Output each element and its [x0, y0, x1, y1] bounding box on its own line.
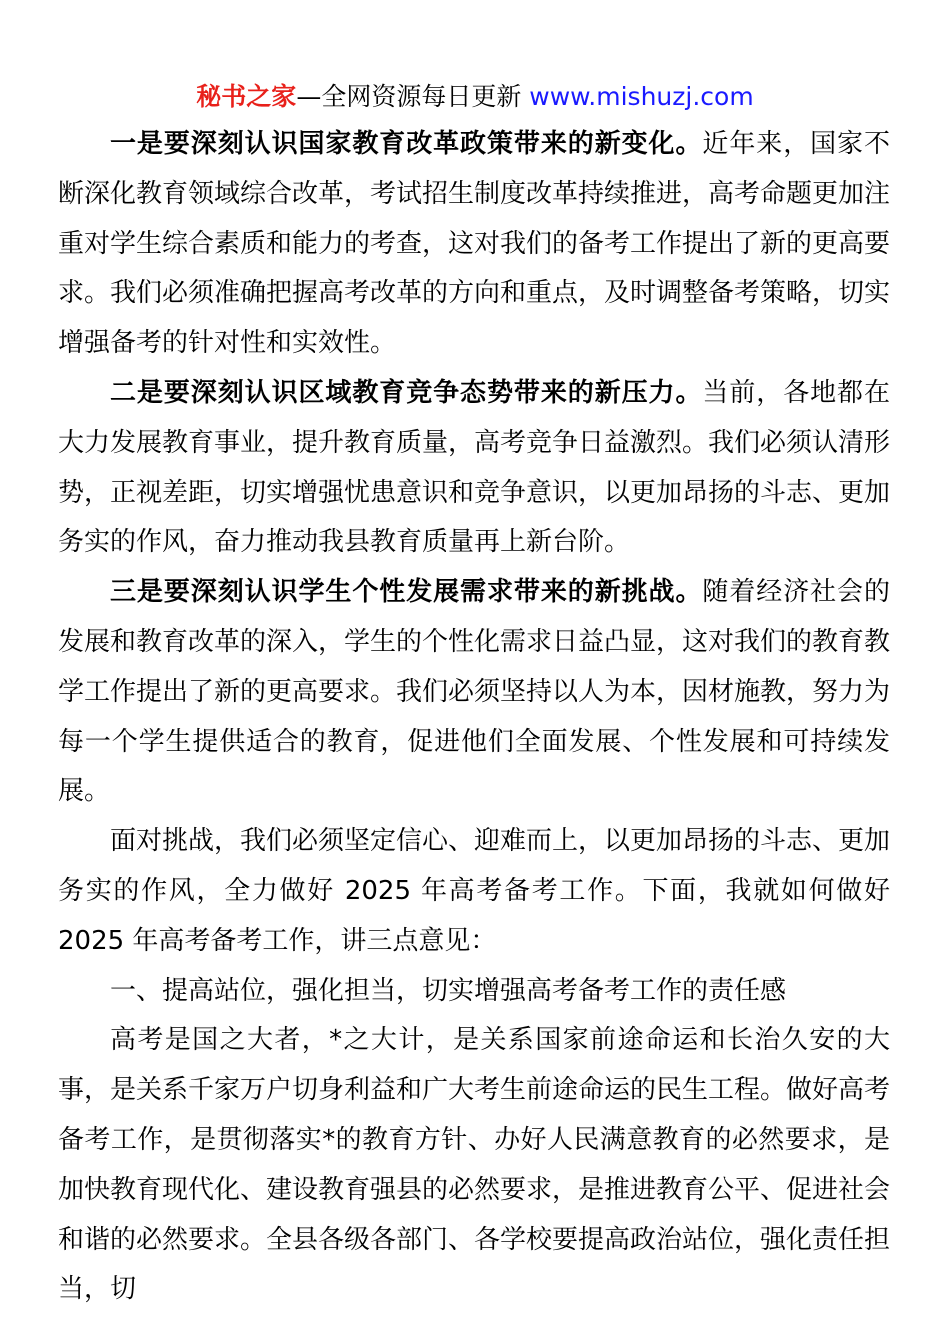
paragraph-lead: 三是要深刻认识学生个性发展需求带来的新挑战。: [110, 577, 703, 608]
paragraph-point-2: [58, 369, 890, 568]
paragraph-text: 随着经济社会的发展和教育改革的深入，学生的个性化需求日益凸显，这对我们的教育教学工作提出了新的更高要求。我们必须坚持以人为本，因材施教，努力为每一个学生提供适合的教育，促进他们全面发展、个性发展和可持续发展。: [58, 577, 891, 807]
paragraph-text: 面对挑战，我们必须坚定信心、迎难而上，以更加昂扬的斗志、更加务实的作风，全力做好 2025 年高考备考工作。下面，我就如何做好 2025 年高考备考工作，讲三点意见：: [58, 826, 891, 956]
section-paragraph: 高考是国之大者，*之大计，是关系国家前途命运和长治久安的大事，是关系千家万户切身利益和广大考生前途命运的民生工程。做好高考备考工作，是贯彻落实*的教育方针、办好人民满意教育的必然要求，是加快教育现代化、建设教育强县的必然要求，是推进教育公平、促进社会和谐的必然要求。全县各级各部门、各学校要提高政治站位，强化责任担当，切: [58, 1025, 891, 1305]
site-url[interactable]: www.mishuzj.com: [529, 82, 754, 111]
header-tagline: —全网资源每日更新: [296, 82, 530, 111]
paragraph-text: 近年来，国家不断深化教育领域综合改革，考试招生制度改革持续推进，高考命题更加注重对学生综合素质和能力的考查，这对我们的备考工作提出了新的更高要求。我们必须准确把握高考改革的方向和重点，及时调整备考策略，切实增强备考的针对性和实效性。: [58, 129, 891, 359]
paragraph-lead: 一是要深刻认识国家教育改革政策带来的新变化。: [110, 129, 703, 159]
paragraph-text: 当前，各地都在大力发展教育事业，提升教育质量，高考竞争日益激烈。我们必须认清形势，正视差距，切实增强忧患意识和竞争意识，以更加昂扬的斗志、更加务实的作风，奋力推动我县教育质量再上新台阶。: [58, 377, 891, 558]
paragraph-lead: 二是要深刻认识区域教育竞争态势带来的新压力。: [110, 377, 703, 408]
paragraph-transition: [58, 817, 890, 966]
document-header: [0, 80, 950, 114]
paragraph-point-1: [58, 120, 890, 369]
brand-name: 秘书之家: [196, 82, 297, 111]
section-heading: 一、提高站位，强化担当，切实增强高考备考工作的责任感: [110, 975, 787, 1006]
document-body: [58, 120, 890, 1315]
paragraph-point-3: [58, 568, 890, 817]
